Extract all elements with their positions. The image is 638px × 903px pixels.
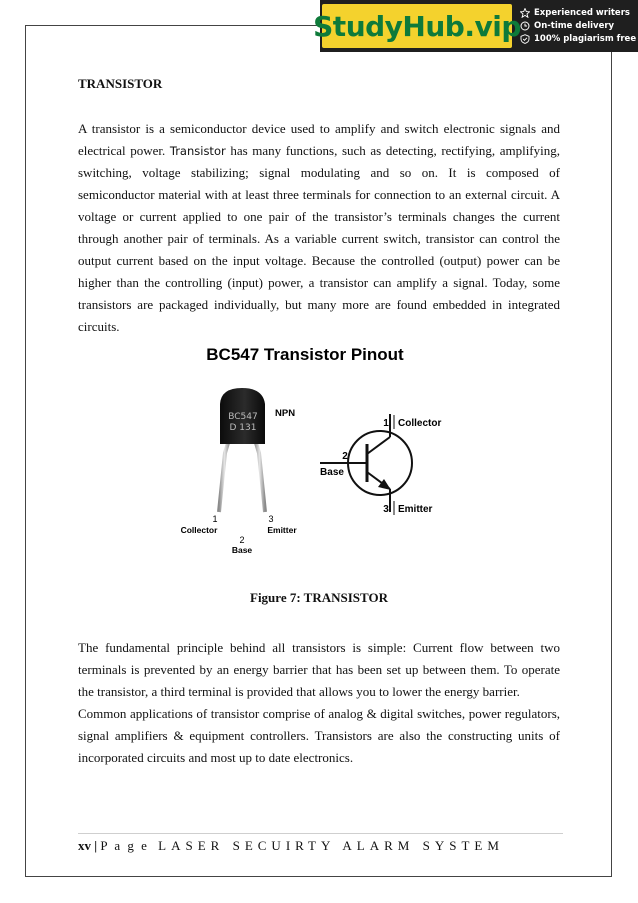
paragraph-applications: Common applications of transistor comprise of analog & digital switches, power regulators, signal amplifiers & equipment controllers. Transistors are also the constructing units of incorporated circuits and most up to date electronics. — [78, 706, 560, 765]
paragraph-highlight-word: Transistor — [169, 144, 226, 158]
transistor-pinout-figure — [175, 338, 445, 563]
symbol-pin-number: 3 — [383, 504, 389, 515]
brand-logo[interactable]: StudyHub.vip — [322, 4, 512, 48]
symbol-pin-number: 1 — [383, 418, 389, 429]
brand-feature-plagiarism — [520, 34, 636, 44]
star-icon — [520, 8, 530, 18]
brand-feature-label: Experienced writers — [534, 8, 630, 18]
document-title: LASER SECUIRTY ALARM SYSTEM — [158, 838, 504, 853]
brand-feature-delivery — [520, 21, 636, 31]
pin-label-collector: Collector — [180, 525, 218, 535]
npn-symbol — [320, 414, 412, 515]
brand-features — [520, 8, 636, 44]
pin-label-base: Base — [231, 545, 253, 555]
package-marking: BC547 — [228, 412, 258, 422]
package-marking: D 131 — [229, 423, 257, 433]
pin-number: 1 — [212, 514, 218, 524]
symbol-label-emitter: Emitter — [398, 504, 433, 515]
section-heading: TRANSISTOR — [78, 76, 163, 91]
paragraph-intro — [78, 118, 560, 338]
footer-separator: | — [94, 838, 98, 853]
symbol-label-collector: Collector — [398, 418, 442, 429]
shield-icon — [520, 34, 530, 44]
brand-feature-label: 100% plagiarism free — [534, 34, 637, 44]
page-label: P a g e — [100, 838, 149, 853]
paragraph-principle: The fundamental principle behind all transistors is simple: Current flow between two terminals is prevented by an energy barrier that has been set up between them. To operate the transistor, a third terminal is provided that allows you to lower the energy barrier. — [78, 640, 560, 699]
clock-icon — [520, 21, 530, 31]
figure-caption: Figure 7: TRANSISTOR — [250, 590, 388, 605]
figure-title: BC547 Transistor Pinout — [206, 345, 404, 364]
paragraph-text: A transistor is a semiconductor device used to amplify and switch electronic signals and electrical power. — [78, 121, 560, 158]
body-paragraphs — [78, 637, 560, 769]
pin-number: 3 — [268, 514, 274, 524]
brand-banner[interactable] — [313, 0, 638, 52]
page-number: xv — [78, 838, 91, 853]
paragraph-text: has many functions, such as detecting, rectifying, amplifying, switching, voltage stabilizing; signal modulating and so on. It is composed of semiconductor material with at least three terminals for connection to an external circuit. A voltage or current applied to one pair of the transistor’s terminals changes the current through another pair of terminals. As a variable current switch, transistor can control the output current based on the input voltage. Because the controlled (output) power can be higher than the controlling (input) power, a transistor can amplify a signal. Today, some transistors are packaged individually, but many more are found embedded in integrated circuits. — [78, 143, 560, 334]
pin-number: 2 — [239, 535, 245, 545]
brand-feature-writers — [520, 8, 636, 18]
page-footer — [78, 838, 504, 854]
transistor-package — [219, 388, 265, 534]
pin-label-emitter: Emitter — [267, 525, 297, 535]
footer-divider — [78, 833, 563, 834]
npn-label: NPN — [275, 408, 296, 419]
lead-collector — [219, 436, 230, 512]
symbol-label-base: Base — [320, 467, 344, 478]
brand-feature-label: On-time delivery — [534, 21, 615, 31]
lead-emitter — [254, 436, 265, 512]
symbol-pin-number: 2 — [342, 451, 348, 462]
